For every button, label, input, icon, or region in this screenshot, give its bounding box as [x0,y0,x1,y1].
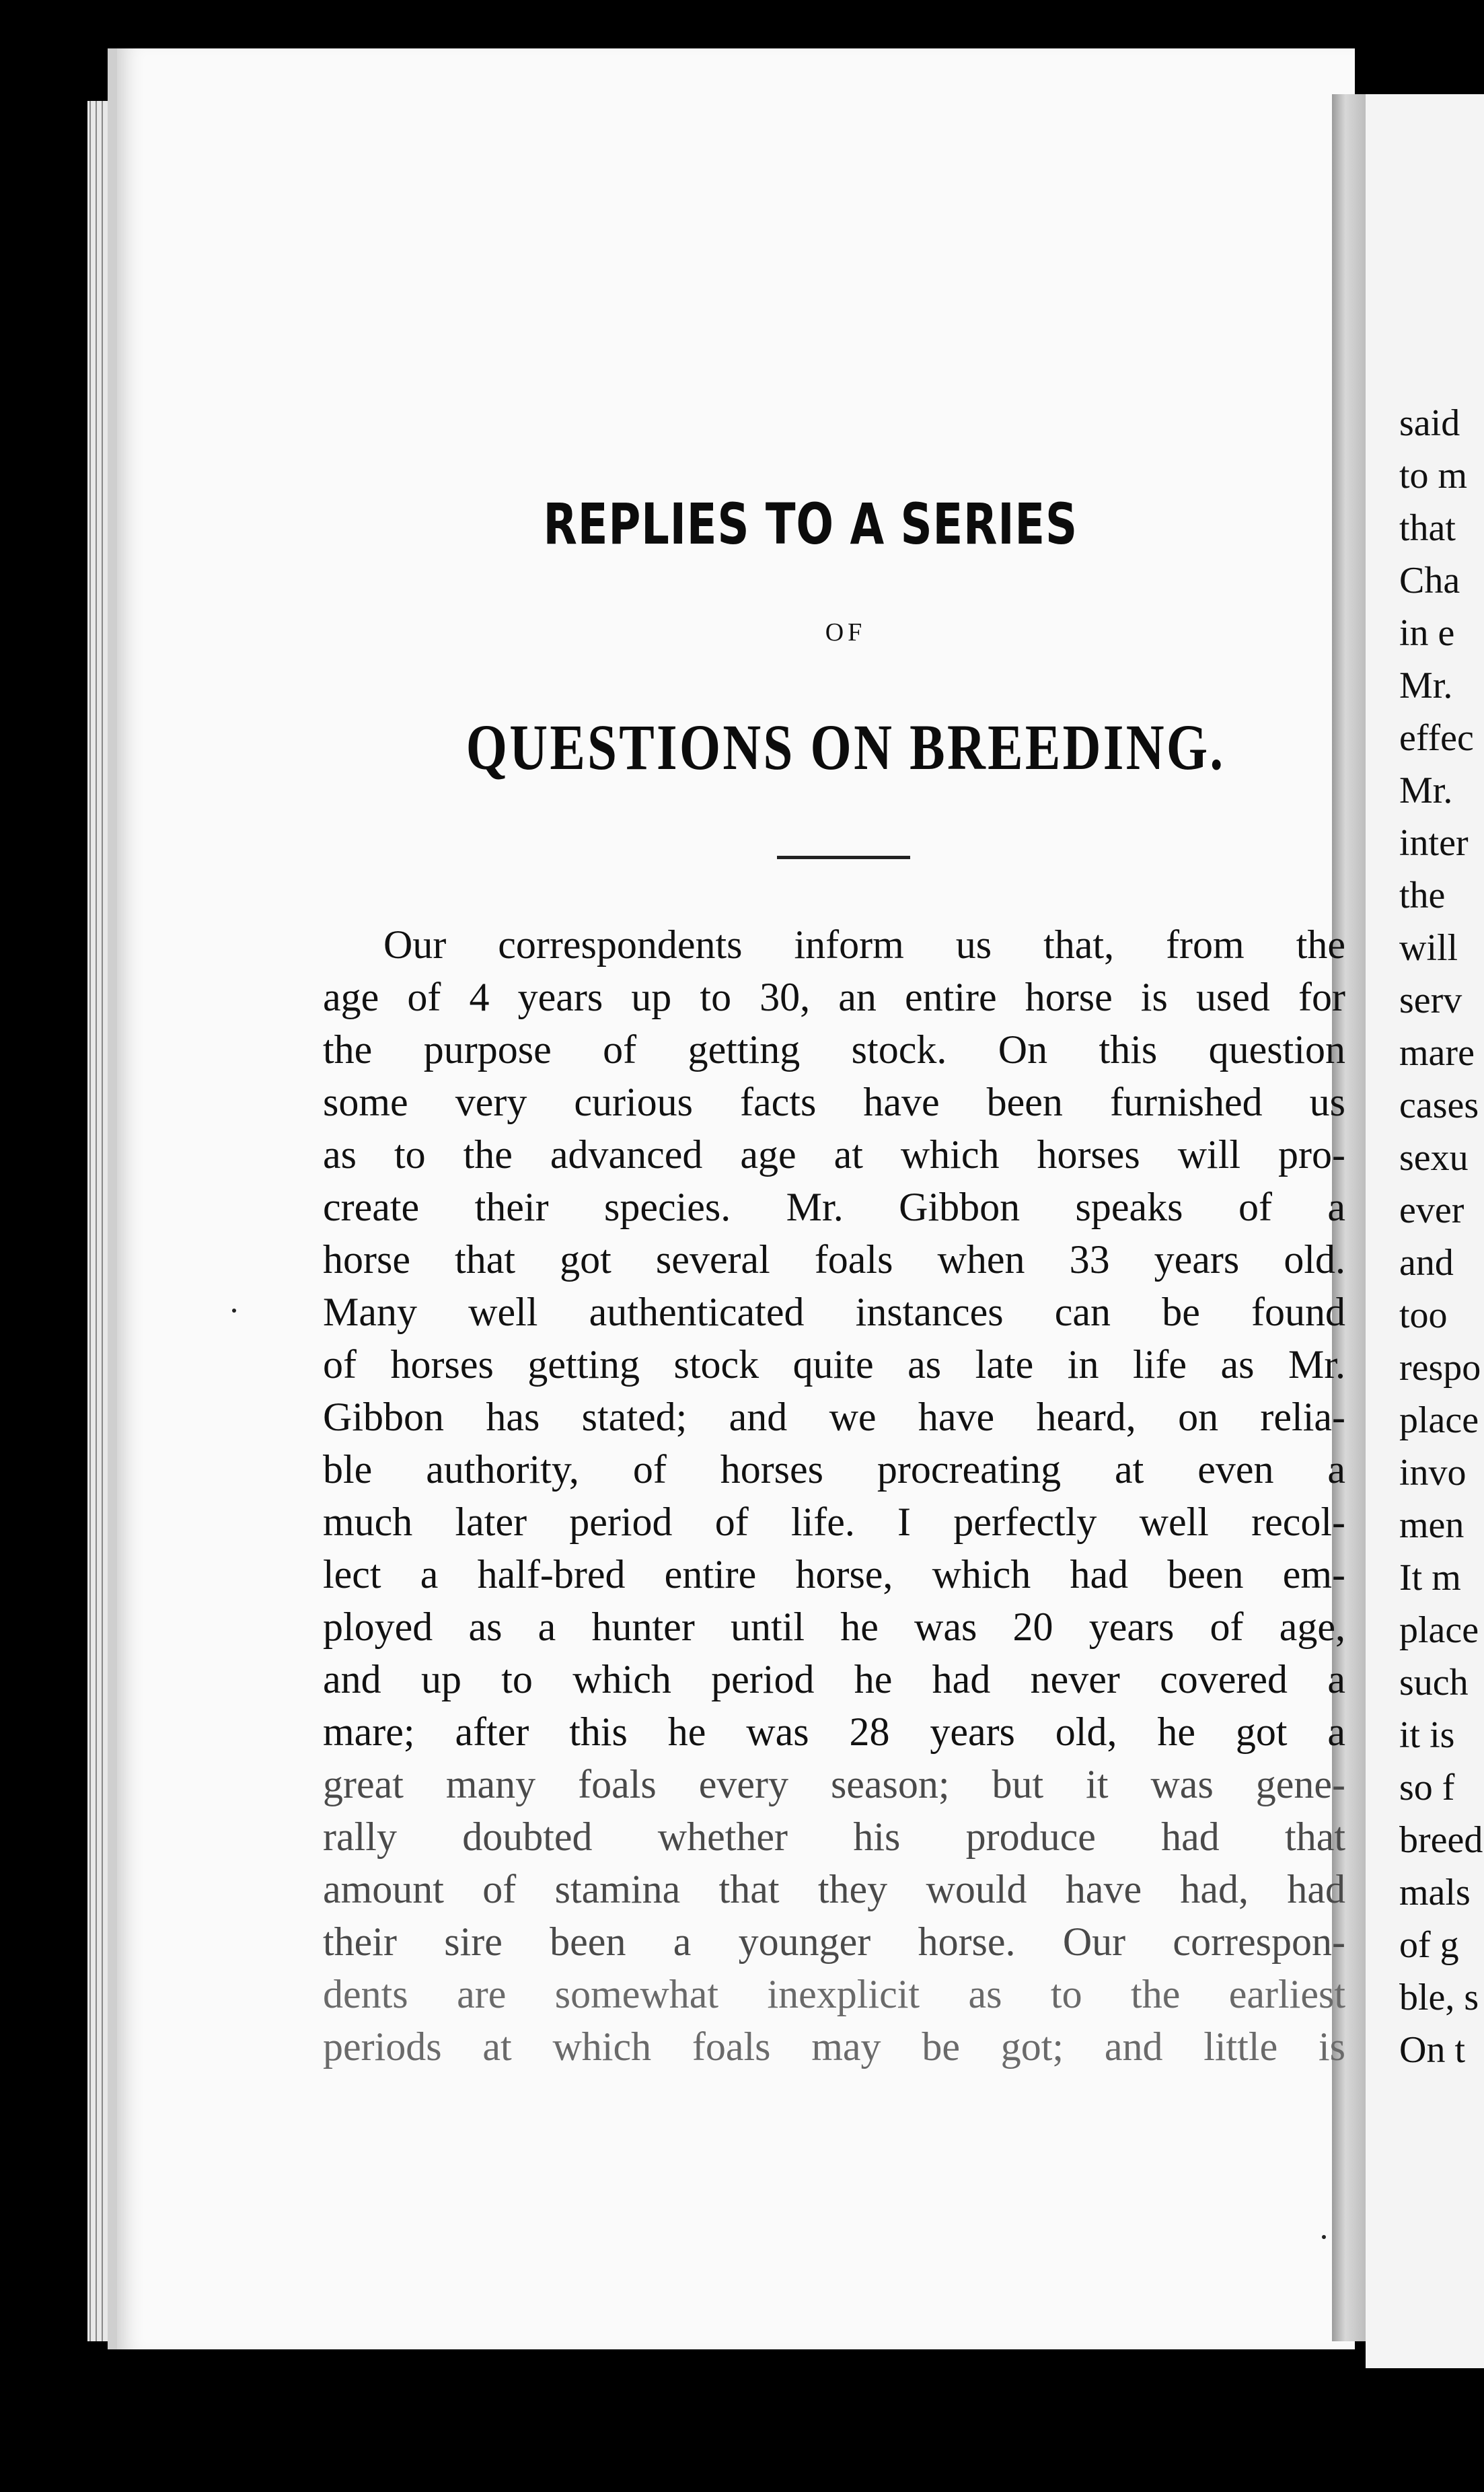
fragment-line: will [1399,927,1458,969]
page-subtitle: QUESTIONS ON BREEDING. [466,711,1226,783]
divider-rule [777,856,910,859]
fragment-line: too [1399,1294,1448,1336]
text-line: some very curious facts have been furnished us [323,1080,1345,1124]
fragment-line: ever [1399,1189,1464,1231]
text-line: ble authority, of horses procreating at even a [323,1447,1345,1492]
print-speck [1322,2235,1326,2239]
print-speck [232,1309,236,1313]
text-line: much later period of life. I perfectly well recol- [323,1500,1345,1544]
text-line: dents are somewhat inexplicit as to the earliest [323,1972,1345,2016]
fragment-line: effec [1399,717,1474,759]
fragment-line: Mr. [1399,665,1453,706]
fragment-line: that [1399,507,1456,549]
fragment-line: it is [1399,1714,1455,1756]
fragment-line: Cha [1399,560,1460,601]
text-line: Our correspondents inform us that, from the [383,922,1345,967]
title-connector: OF [825,618,866,647]
fragment-line: to m [1399,455,1468,497]
fragment-line: and [1399,1242,1454,1284]
facing-page-column [1399,397,1484,2076]
fragment-line: cases [1399,1085,1479,1126]
text-line: Gibbon has stated; and we have heard, on relia- [323,1395,1345,1439]
text-line: the purpose of getting stock. On this question [323,1027,1345,1072]
fragment-line: place [1399,1399,1479,1441]
fragment-line: serv [1399,980,1462,1021]
fragment-line: so f [1399,1767,1455,1808]
fragment-line: in e [1399,612,1455,654]
fragment-line: breed [1399,1819,1483,1861]
text-line: rally doubted whether his produce had that [323,1815,1345,1859]
text-line: horse that got several foals when 33 years old. [323,1237,1345,1282]
text-line: amount of stamina that they would have had, had [323,1867,1345,1911]
fragment-line: sexu [1399,1137,1469,1179]
fragment-line: ble, s [1399,1977,1479,2018]
fragment-line: On t [1399,2029,1465,2071]
fragment-line: inter [1399,822,1469,864]
text-line: of horses getting stock quite as late in life as Mr. [323,1342,1345,1387]
fragment-line: of g [1399,1924,1459,1966]
fragment-line: invo [1399,1452,1467,1494]
text-line: Many well authenticated instances can be found [323,1290,1345,1334]
fragment-line: place [1399,1609,1479,1651]
text-line: and up to which period he had never covered a [323,1657,1345,1701]
fragment-line: said [1399,402,1460,444]
fragment-line: such [1399,1662,1469,1703]
body-paragraph [323,918,1345,2073]
fragment-line: mals [1399,1872,1471,1913]
text-line: their sire been a younger horse. Our correspon- [323,1919,1345,1964]
text-line: ployed as a hunter until he was 20 years of age, [323,1605,1345,1649]
text-line: mare; after this he was 28 years old, he got a [323,1710,1345,1754]
text-line: create their species. Mr. Gibbon speaks of a [323,1185,1345,1229]
fragment-line: the [1399,875,1446,916]
text-line: as to the advanced age at which horses will pro- [323,1132,1345,1177]
text-line: periods at which foals may be got; and little is [323,2024,1345,2069]
fragment-line: Mr. [1399,770,1453,811]
text-line: great many foals every season; but it was gene- [323,1762,1345,1806]
fragment-line: respo [1399,1347,1481,1389]
text-line: age of 4 years up to 30, an entire horse is used for [323,975,1345,1019]
page-title: REPLIES TO A SERIES [543,491,1078,557]
text-line: lect a half-bred entire horse, which had been em- [323,1552,1345,1597]
fragment-line: men [1399,1504,1464,1546]
fragment-line: mare [1399,1032,1475,1074]
fragment-line: It m [1399,1557,1461,1599]
